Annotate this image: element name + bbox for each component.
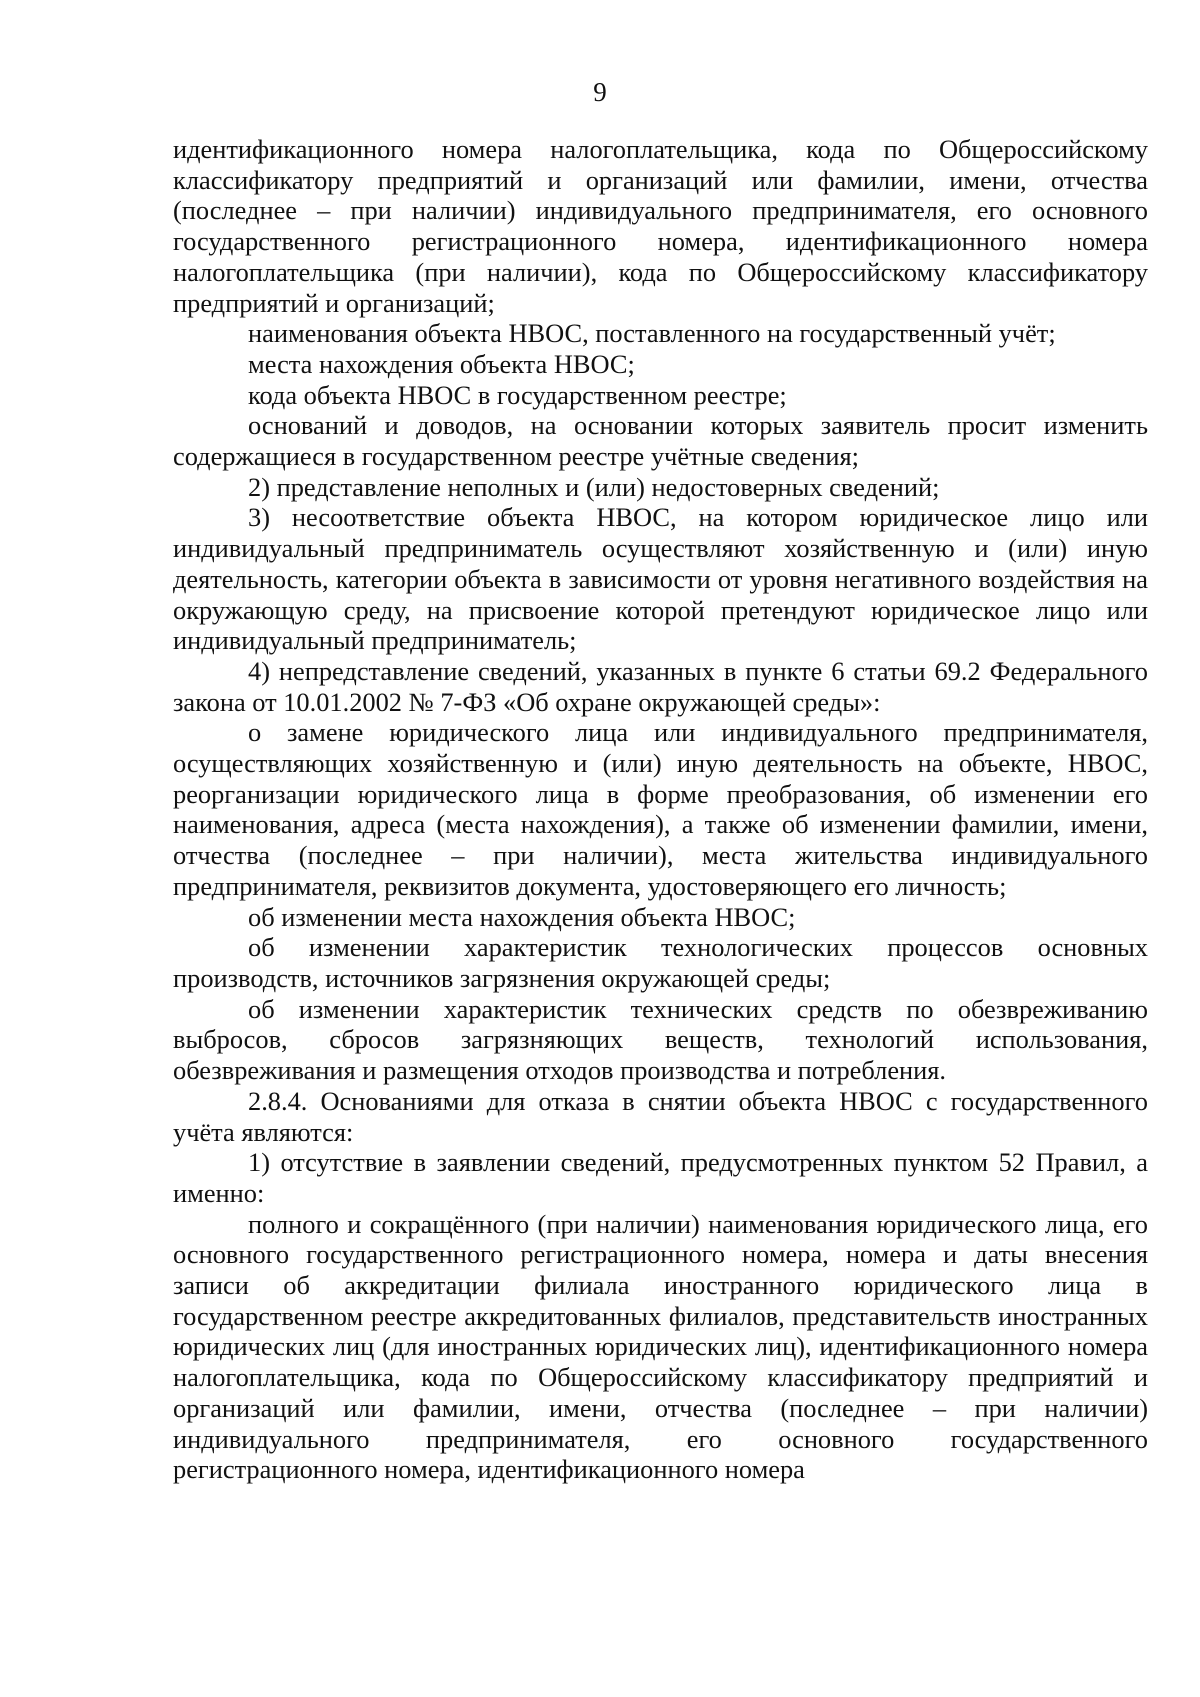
paragraph-10: об изменении места нахождения объекта НВОС; xyxy=(248,901,796,932)
paragraph-5: оснований и доводов, на основании которых заявитель просит изменить содержащиеся в государственном реестре учётные сведения; xyxy=(173,410,1148,472)
paragraph-13: 2.8.4. Основаниями для отказа в снятии объекта НВОС с государственного учёта являются: xyxy=(173,1085,1148,1147)
paragraph-6: 2) представление неполных и (или) недостоверных сведений; xyxy=(248,471,940,502)
paragraph-14: 1) отсутствие в заявлении сведений, предусмотренных пунктом 52 Правил, а именно: xyxy=(173,1147,1148,1208)
paragraph-3: места нахождения объекта НВОС; xyxy=(248,348,635,379)
paragraph-2: наименования объекта НВОС, поставленного на государственный учёт; xyxy=(248,318,1056,349)
paragraph-1: идентификационного номера налогоплательщика, кода по Общероссийскому классификатору предприятий и организаций или фамилии, имени, отчества (последнее – при наличии) индивидуального предпринимателя, его основного государственного регистрационного номера, идентификационного номера налогоплательщика (при наличии), кода по Общероссийскому классификатору предприятий и организаций; xyxy=(173,134,1148,318)
page-body xyxy=(173,134,1148,1485)
paragraph-9: о замене юридического лица или индивидуального предпринимателя, осуществляющих хозяйственную и (или) иную деятельность на объекте, НВОС, реорганизации юридического лица в форме преобразования, об изменении его наименования, адреса (места нахождения), а также об изменении фамилии, имени, отчества (последнее – при наличии), места жительства индивидуального предпринимателя, реквизитов документа, удостоверяющего его личность; xyxy=(173,717,1148,901)
paragraph-4: кода объекта НВОС в государственном реестре; xyxy=(248,379,787,410)
paragraph-15: полного и сокращённого (при наличии) наименования юридического лица, его основного государственного регистрационного номера, номера и даты внесения записи об аккредитации филиала иностранного юридического лица в государственном реестре аккредитованных филиалов, представительств иностранных юридических лиц (для иностранных юридических лиц), идентификационного номера налогоплательщика, кода по Общероссийскому классификатору предприятий и организаций или фамилии, имени, отчества (последнее – при наличии) индивидуального предпринимателя, его основного государственного регистрационного номера, идентификационного номера xyxy=(173,1208,1148,1485)
paragraph-12: об изменении характеристик технических средств по обезвреживанию выбросов, сбросов загрязняющих веществ, технологий использования, обезвреживания и размещения отходов производства и потребления. xyxy=(173,993,1148,1086)
paragraph-7: 3) несоответствие объекта НВОС, на котором юридическое лицо или индивидуальный предприниматель осуществляют хозяйственную и (или) иную деятельность, категории объекта в зависимости от уровня негативного воздействия на окружающую среду, на присвоение которой претендуют юридическое лицо или индивидуальный предприниматель; xyxy=(173,502,1148,656)
paragraph-11: об изменении характеристик технологических процессов основных производств, источников загрязнения окружающей среды; xyxy=(173,932,1148,993)
page-number: 9 xyxy=(593,77,607,107)
paragraph-8: 4) непредставление сведений, указанных в пункте 6 статьи 69.2 Федерального закона от 10.01.2002 № 7-ФЗ «Об охране окружающей среды»: xyxy=(173,655,1148,717)
